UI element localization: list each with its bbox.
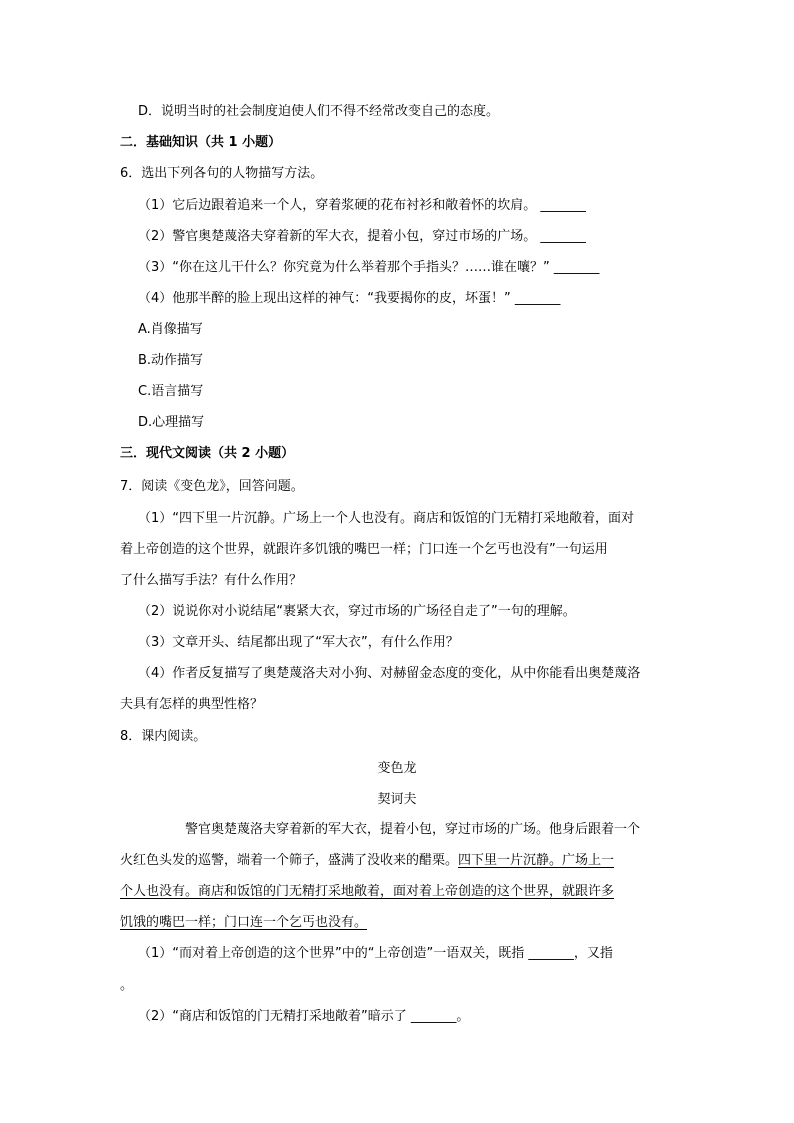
- passage-underlined-line: 个人也没有。商店和饭馆的门无精打采地敞着，面对着上帝创造的这个世界，就跟许多: [120, 884, 615, 899]
- q6-option: B.动作描写: [138, 353, 204, 368]
- passage-underlined-line: 饥饿的嘴巴一样；门口连一个乞丐也没有。: [120, 915, 368, 930]
- passage-line: [120, 853, 614, 869]
- q6-item: （2）警官奥楚蔑洛夫穿着新的军大衣，提着小包，穿过市场的广场。 _______: [138, 229, 586, 244]
- q6-item: （1）它后边跟着追来一个人，穿着浆硬的花布衬衫和敞着怀的坎肩。 _______: [138, 198, 586, 213]
- q6-option: A.肖像描写: [138, 322, 203, 337]
- q8-sub1-line: （1）“而对着上帝创造的这个世界”中的“上帝创造”一语双关，既指 _______，又指: [138, 946, 613, 961]
- q7-sub1-line: 着上帝创造的这个世界，就跟许多饥饿的嘴巴一样；门口连一个乞丐也没有”一句运用: [120, 542, 608, 557]
- q6-item: （3）“你在这儿干什么？你究竟为什么举着那个手指头？……谁在嚷？” _______: [138, 260, 600, 275]
- q8-stem: 8．课内阅读。: [120, 729, 207, 744]
- passage-author: 契诃夫: [377, 792, 417, 807]
- q8-sub2: （2）“商店和饭馆的门无精打采地敞着”暗示了 _______。: [138, 1009, 470, 1024]
- q6-option: C.语言描写: [138, 384, 204, 399]
- q7-stem: 7．阅读《变色龙》，回答问题。: [120, 479, 304, 494]
- section-heading-modern-reading: 三．现代文阅读（共 2 小题）: [120, 446, 295, 461]
- passage-text: 火红色头发的巡警，端着一个筛子，盛满了没收来的醋栗。: [120, 853, 459, 868]
- section-heading-basic-knowledge: 二．基础知识（共 1 小题）: [120, 135, 282, 150]
- q6-item: （4）他那半醉的脸上现出这样的神气：“我要揭你的皮，坏蛋！” _______: [138, 291, 561, 306]
- q5-option-d: D．说明当时的社会制度迫使人们不得不经常改变自己的态度。: [138, 104, 500, 119]
- passage-line: 警官奥楚蔑洛夫穿着新的军大衣，提着小包，穿过市场的广场。他身后跟着一个: [185, 822, 641, 837]
- q7-sub2: （2）说说你对小说结尾“裹紧大衣，穿过市场的广场径自走了”一句的理解。: [138, 604, 576, 619]
- q7-sub1-line: （1）“四下里一片沉静。广场上一个人也没有。商店和饭馆的门无精打采地敞着，面对: [138, 511, 635, 526]
- passage-underlined-text: 四下里一片沉静。广场上一: [458, 853, 615, 868]
- q7-sub4-line: （4）作者反复描写了奥楚蔑洛夫对小狗、对赫留金态度的变化，从中你能看出奥楚蔑洛: [138, 666, 641, 681]
- q6-stem: 6．选出下列各句的人物描写方法。: [120, 166, 324, 181]
- q7-sub4-line: 夫具有怎样的典型性格？: [120, 697, 264, 712]
- q6-option: D.心理描写: [138, 415, 205, 430]
- q8-sub1-line: 。: [120, 978, 134, 993]
- passage-title: 变色龙: [377, 761, 417, 776]
- q7-sub1-line: 了什么描写手法？有什么作用？: [120, 573, 303, 588]
- q7-sub3: （3）文章开头、结尾都出现了“军大衣”，有什么作用？: [138, 635, 459, 650]
